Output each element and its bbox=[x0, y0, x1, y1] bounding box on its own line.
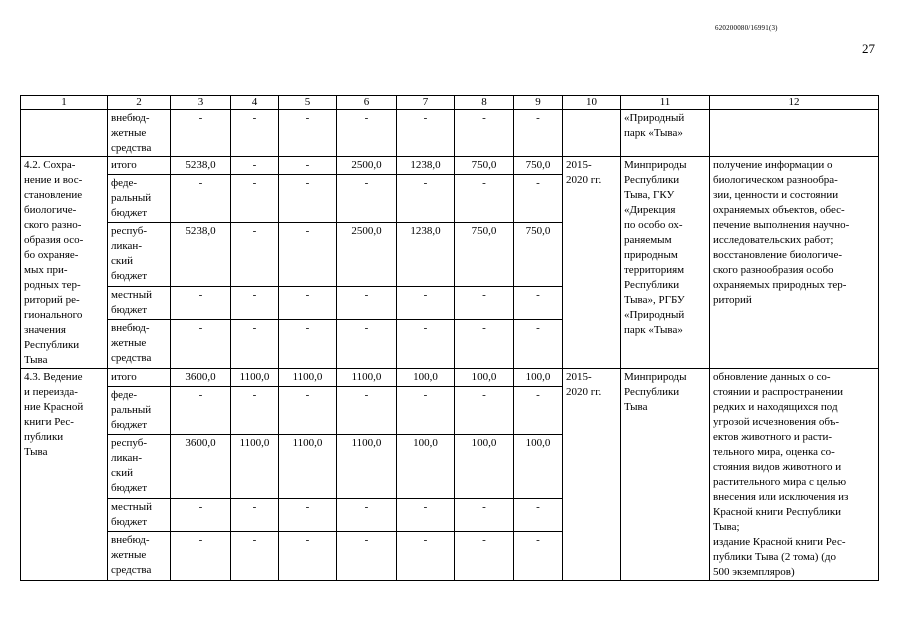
column-number-cell: 3 bbox=[171, 96, 231, 110]
amount-cell: - bbox=[397, 320, 455, 369]
funding-source-cell: респуб- ликан- ский бюджет bbox=[108, 435, 171, 499]
amount-cell: - bbox=[455, 110, 514, 157]
amount-cell: - bbox=[337, 499, 397, 532]
amount-cell: - bbox=[279, 223, 337, 287]
funding-source-cell: внебюд- жетные средства bbox=[108, 110, 171, 157]
amount-cell: - bbox=[397, 287, 455, 320]
amount-cell: - bbox=[397, 386, 455, 435]
amount-cell: 3600,0 bbox=[171, 435, 231, 499]
measure-cell bbox=[21, 110, 108, 157]
amount-cell: - bbox=[514, 110, 563, 157]
funding-source-cell: итого bbox=[108, 157, 171, 175]
amount-cell: 2500,0 bbox=[337, 223, 397, 287]
amount-cell: - bbox=[279, 386, 337, 435]
result-cell bbox=[710, 110, 879, 157]
amount-cell: 100,0 bbox=[397, 435, 455, 499]
measure-title-cell: 4.2. Сохра- нение и вос- становление биологиче- ского разно- образия осо- бо охраняе- мых при- родных тер- риторий ре- гионального значения Республики Тыва bbox=[21, 157, 108, 369]
amount-cell: - bbox=[171, 174, 231, 223]
amount-cell: 1100,0 bbox=[279, 369, 337, 387]
period-cell: 2015- 2020 гг. bbox=[563, 369, 621, 581]
amount-cell: - bbox=[231, 174, 279, 223]
column-number-cell: 12 bbox=[710, 96, 879, 110]
amount-cell: - bbox=[231, 157, 279, 175]
table-row bbox=[21, 157, 879, 175]
amount-cell: 1100,0 bbox=[231, 435, 279, 499]
amount-cell: - bbox=[514, 174, 563, 223]
funding-source-cell: внебюд- жетные средства bbox=[108, 320, 171, 369]
document-id: 620200080/16991(3) bbox=[715, 24, 778, 32]
amount-cell: - bbox=[171, 532, 231, 581]
column-number-row bbox=[21, 96, 879, 110]
amount-cell: - bbox=[171, 499, 231, 532]
funding-source-cell: респуб- ликан- ский бюджет bbox=[108, 223, 171, 287]
amount-cell: 100,0 bbox=[455, 369, 514, 387]
amount-cell: - bbox=[231, 223, 279, 287]
amount-cell: 5238,0 bbox=[171, 157, 231, 175]
amount-cell: - bbox=[455, 287, 514, 320]
amount-cell: 750,0 bbox=[514, 223, 563, 287]
amount-cell: 1100,0 bbox=[337, 435, 397, 499]
amount-cell: - bbox=[455, 386, 514, 435]
column-number-cell: 5 bbox=[279, 96, 337, 110]
amount-cell: 1100,0 bbox=[231, 369, 279, 387]
amount-cell: - bbox=[337, 110, 397, 157]
amount-cell: 1238,0 bbox=[397, 223, 455, 287]
expected-result-cell: обновление данных о со- стоянии и распространении редких и находящихся под угрозой исчезновения объ- ектов животного и расти- тельного мира, оценка со- стояния видов животного и растительного мира с целью внесения или исключения из Красной книги Республики Тыва; издание Красной книги Рес- публики Тыва (2 тома) (до 500 экземпляров) bbox=[710, 369, 879, 581]
amount-cell: - bbox=[279, 110, 337, 157]
column-number-cell: 11 bbox=[621, 96, 710, 110]
amount-cell: - bbox=[455, 174, 514, 223]
executor-cell: Минприроды Республики Тыва, ГКУ «Дирекция по особо ох- раняемым природным территориям Республики Тыва», РГБУ «Природный парк «Тыва» bbox=[621, 157, 710, 369]
period-cell bbox=[563, 110, 621, 157]
funding-source-cell: феде- ральный бюджет bbox=[108, 174, 171, 223]
amount-cell: - bbox=[337, 532, 397, 581]
column-number-cell: 7 bbox=[397, 96, 455, 110]
amount-cell: - bbox=[231, 287, 279, 320]
amount-cell: - bbox=[171, 287, 231, 320]
amount-cell: - bbox=[514, 386, 563, 435]
amount-cell: - bbox=[171, 386, 231, 435]
amount-cell: - bbox=[171, 320, 231, 369]
column-number-cell: 2 bbox=[108, 96, 171, 110]
amount-cell: 2500,0 bbox=[337, 157, 397, 175]
funding-source-cell: итого bbox=[108, 369, 171, 387]
amount-cell: - bbox=[279, 287, 337, 320]
funding-source-cell: местный бюджет bbox=[108, 499, 171, 532]
amount-cell: - bbox=[231, 532, 279, 581]
amount-cell: - bbox=[514, 532, 563, 581]
amount-cell: - bbox=[231, 499, 279, 532]
amount-cell: - bbox=[279, 157, 337, 175]
funding-source-cell: местный бюджет bbox=[108, 287, 171, 320]
amount-cell: - bbox=[455, 320, 514, 369]
amount-cell: 100,0 bbox=[397, 369, 455, 387]
amount-cell: - bbox=[397, 499, 455, 532]
measure-title-cell: 4.3. Ведение и переизда- ние Красной книги Рес- публики Тыва bbox=[21, 369, 108, 581]
amount-cell: 1238,0 bbox=[397, 157, 455, 175]
amount-cell: - bbox=[455, 532, 514, 581]
column-number-cell: 9 bbox=[514, 96, 563, 110]
amount-cell: - bbox=[279, 174, 337, 223]
page-number: 27 bbox=[862, 41, 875, 56]
amount-cell: - bbox=[171, 110, 231, 157]
amount-cell: - bbox=[455, 499, 514, 532]
amount-cell: - bbox=[514, 287, 563, 320]
amount-cell: 100,0 bbox=[514, 369, 563, 387]
funding-source-cell: феде- ральный бюджет bbox=[108, 386, 171, 435]
amount-cell: - bbox=[337, 174, 397, 223]
amount-cell: 100,0 bbox=[514, 435, 563, 499]
column-number-cell: 1 bbox=[21, 96, 108, 110]
amount-cell: - bbox=[397, 174, 455, 223]
amount-cell: 750,0 bbox=[455, 157, 514, 175]
column-number-cell: 10 bbox=[563, 96, 621, 110]
amount-cell: 750,0 bbox=[455, 223, 514, 287]
executor-cell: Минприроды Республики Тыва bbox=[621, 369, 710, 581]
amount-cell: - bbox=[279, 499, 337, 532]
amount-cell: 5238,0 bbox=[171, 223, 231, 287]
program-table bbox=[20, 95, 879, 581]
amount-cell: - bbox=[397, 532, 455, 581]
amount-cell: 100,0 bbox=[455, 435, 514, 499]
amount-cell: 3600,0 bbox=[171, 369, 231, 387]
amount-cell: 750,0 bbox=[514, 157, 563, 175]
executor-cell: «Природный парк «Тыва» bbox=[621, 110, 710, 157]
amount-cell: - bbox=[397, 110, 455, 157]
amount-cell: - bbox=[279, 532, 337, 581]
amount-cell: - bbox=[231, 110, 279, 157]
period-cell: 2015- 2020 гг. bbox=[563, 157, 621, 369]
amount-cell: - bbox=[279, 320, 337, 369]
funding-source-cell: внебюд- жетные средства bbox=[108, 532, 171, 581]
amount-cell: - bbox=[337, 320, 397, 369]
table-row bbox=[21, 110, 879, 157]
column-number-cell: 6 bbox=[337, 96, 397, 110]
amount-cell: 1100,0 bbox=[279, 435, 337, 499]
amount-cell: - bbox=[231, 320, 279, 369]
amount-cell: - bbox=[337, 287, 397, 320]
expected-result-cell: получение информации о биологическом разнообра- зии, ценности и состоянии охраняемых объектов, обес- печение выполнения научно- исследовательских работ; восстановление биологиче- ского разнообразия особо охраняемых природных тер- риторий bbox=[710, 157, 879, 369]
amount-cell: - bbox=[514, 320, 563, 369]
amount-cell: - bbox=[231, 386, 279, 435]
table-row bbox=[21, 369, 879, 387]
amount-cell: 1100,0 bbox=[337, 369, 397, 387]
amount-cell: - bbox=[514, 499, 563, 532]
column-number-cell: 8 bbox=[455, 96, 514, 110]
column-number-cell: 4 bbox=[231, 96, 279, 110]
amount-cell: - bbox=[337, 386, 397, 435]
